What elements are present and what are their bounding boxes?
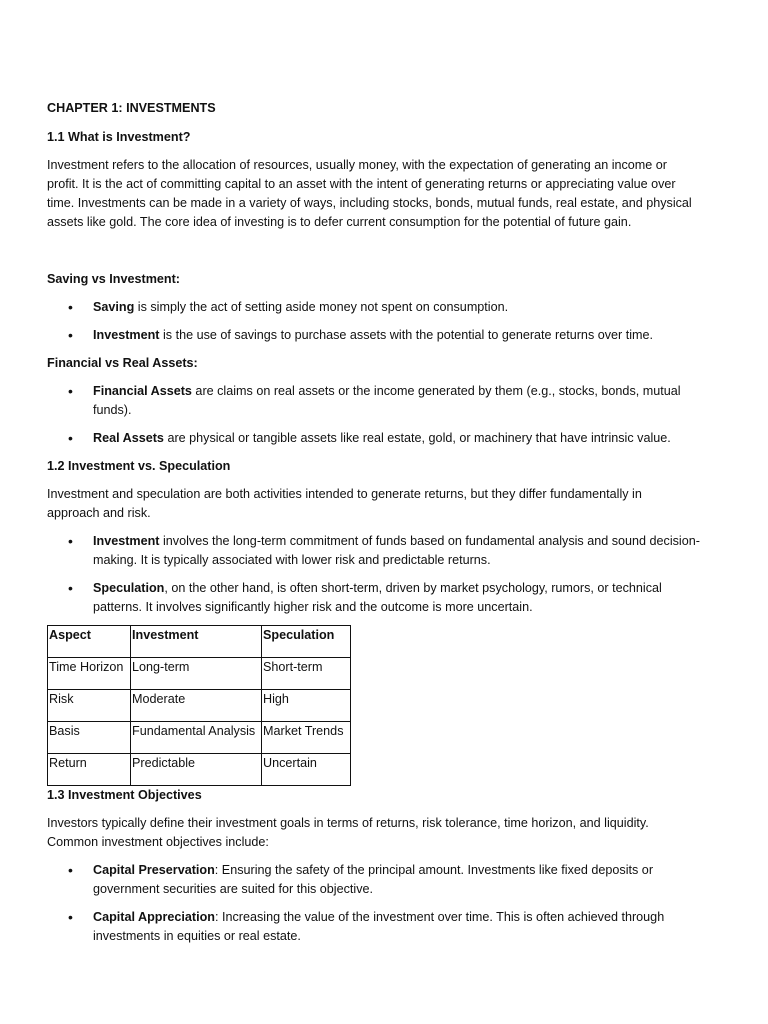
term: Saving	[93, 300, 135, 314]
term: Investment	[93, 328, 160, 342]
paragraph-line: Investors typically define their investment goals in terms of returns, risk tolerance, time horizon, and liquidity.	[47, 816, 649, 830]
section-2-list	[47, 532, 727, 617]
section-1-heading: 1.1 What is Investment?	[47, 130, 191, 144]
paragraph-line: Common investment objectives include:	[47, 835, 269, 849]
definition: : Ensuring the safety of the principal amount. Investments like fixed deposits or	[214, 863, 654, 877]
list-item	[47, 532, 727, 570]
definition-continued: investments in equities or real estate.	[93, 929, 301, 943]
table-cell: Predictable	[131, 754, 262, 786]
paragraph-line: profit. It is the act of committing capital to an asset with the intent of generating returns or appreciating value over	[47, 177, 676, 191]
table-cell: Risk	[48, 690, 131, 722]
table-row	[48, 722, 351, 754]
list-item	[47, 579, 727, 617]
chapter-title: CHAPTER 1: INVESTMENTS	[47, 101, 216, 115]
table-cell: Moderate	[131, 690, 262, 722]
list-item	[47, 298, 727, 317]
definition-continued: making. It is typically associated with lower risk and predictable returns.	[93, 553, 491, 567]
definition: involves the long-term commitment of funds based on fundamental analysis and sound decision-	[159, 534, 700, 548]
table-cell: Time Horizon	[48, 658, 131, 690]
term: Capital Preservation	[93, 863, 215, 877]
section-2-paragraph	[47, 485, 727, 523]
table-cell: Uncertain	[262, 754, 351, 786]
term: Investment	[93, 534, 160, 548]
paragraph-line: time. Investments can be made in a variety of ways, including stocks, bonds, mutual funds, real estate, and physical	[47, 196, 692, 210]
paragraph-line: Investment refers to the allocation of resources, usually money, with the expectation of generating an income or	[47, 158, 667, 172]
definition-continued: patterns. It involves significantly higher risk and the outcome is more uncertain.	[93, 600, 533, 614]
financial-vs-real-list	[47, 382, 727, 448]
document-content	[47, 99, 727, 946]
term: Real Assets	[93, 431, 164, 445]
paragraph-line: assets like gold. The core idea of investing is to defer current consumption for the potential of future gain.	[47, 215, 632, 229]
term: Capital Appreciation	[93, 910, 215, 924]
term: Speculation	[93, 581, 165, 595]
table-row	[48, 658, 351, 690]
table-row	[48, 754, 351, 786]
definition: are claims on real assets or the income generated by them (e.g., stocks, bonds, mutual	[191, 384, 681, 398]
definition: are physical or tangible assets like real estate, gold, or machinery that have intrinsic value.	[163, 431, 671, 445]
list-item	[47, 326, 727, 345]
section-3-heading: 1.3 Investment Objectives	[47, 788, 202, 802]
definition-continued: government securities are suited for this objective.	[93, 882, 373, 896]
term: Financial Assets	[93, 384, 192, 398]
table-header-cell: Aspect	[48, 626, 131, 658]
list-item	[47, 429, 727, 448]
list-item	[47, 861, 727, 899]
section-2-heading: 1.2 Investment vs. Speculation	[47, 459, 231, 473]
financial-vs-real-heading: Financial vs Real Assets:	[47, 356, 198, 370]
table-cell: High	[262, 690, 351, 722]
saving-vs-investment-list	[47, 298, 727, 345]
table-header-cell: Speculation	[262, 626, 351, 658]
table-cell: Short-term	[262, 658, 351, 690]
section-3-paragraph	[47, 814, 727, 852]
table-cell: Return	[48, 754, 131, 786]
table-cell: Fundamental Analysis	[131, 722, 262, 754]
table-cell: Basis	[48, 722, 131, 754]
paragraph-line: approach and risk.	[47, 506, 151, 520]
section-1-paragraph	[47, 156, 727, 232]
definition: is simply the act of setting aside money not spent on consumption.	[134, 300, 509, 314]
definition: : Increasing the value of the investment over time. This is often achieved through	[215, 910, 665, 924]
paragraph-line: Investment and speculation are both activities intended to generate returns, but they differ fundamentally in	[47, 487, 642, 501]
list-item	[47, 382, 727, 420]
definition: is the use of savings to purchase assets with the potential to generate returns over time.	[159, 328, 654, 342]
table-header-row	[48, 626, 351, 658]
section-3-list	[47, 861, 727, 946]
table-cell: Long-term	[131, 658, 262, 690]
comparison-table	[47, 625, 351, 786]
table-cell: Market Trends	[262, 722, 351, 754]
table-row	[48, 690, 351, 722]
table-header-cell: Investment	[131, 626, 262, 658]
saving-vs-investment-heading: Saving vs Investment:	[47, 272, 180, 286]
definition: , on the other hand, is often short-term, driven by market psychology, rumors, or technical	[164, 581, 662, 595]
definition-continued: funds).	[93, 403, 132, 417]
list-item	[47, 908, 727, 946]
